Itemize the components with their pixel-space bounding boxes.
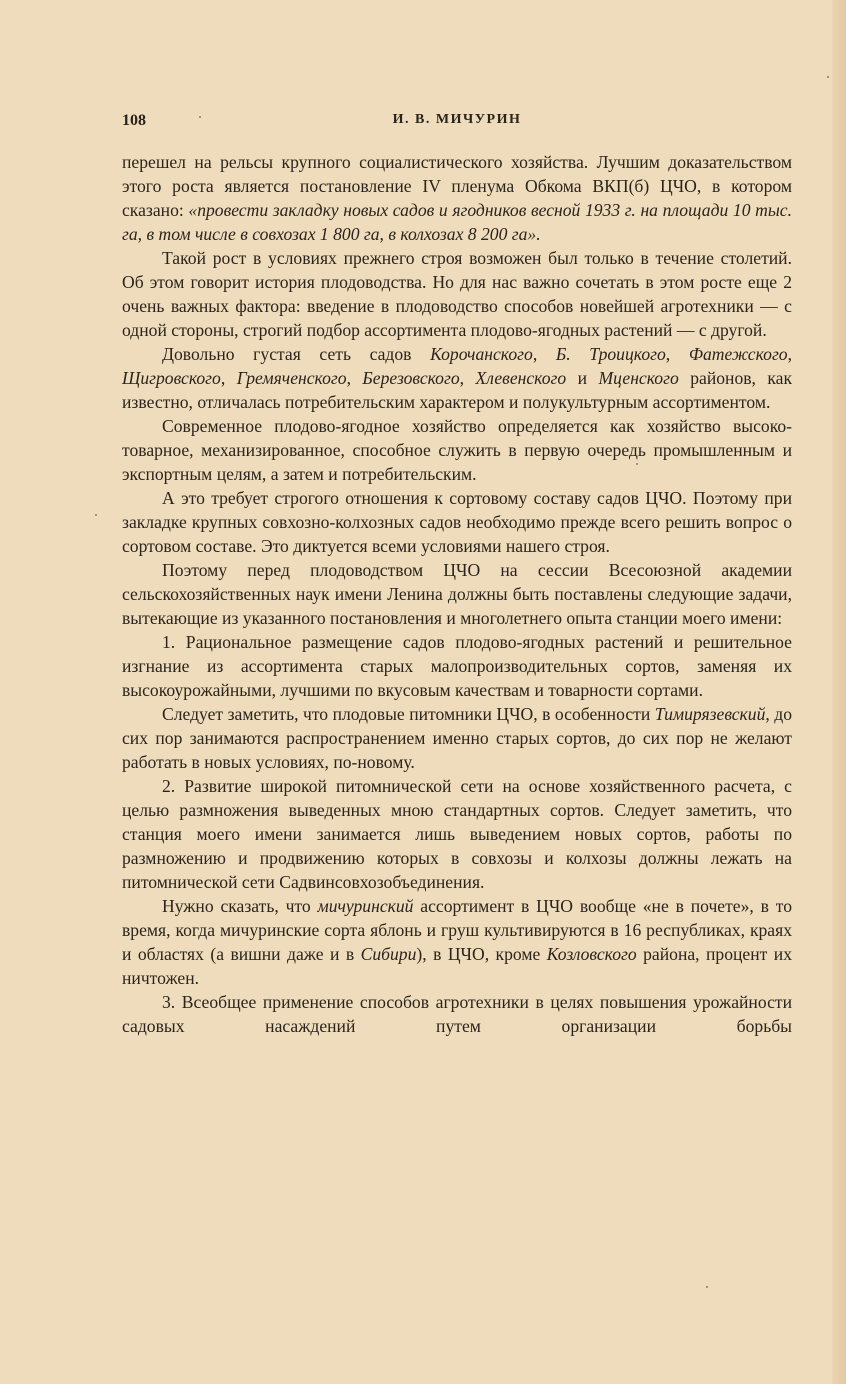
paragraph-8 [122, 702, 792, 774]
nursery-name: Тимирязевский [654, 704, 766, 724]
paragraph-7: 1. Рациональное размещение садов плодово-ягодных растений и решительное изгнание из ассортимента старых малопроизводительных сортов, заменяя их высокоурожайными, лучшими по вкусовым качествам и товарности сортами. [122, 632, 792, 700]
separator: , [346, 368, 363, 388]
paragraph-11: 3. Всеобщее применение способов агротехники в целях повышения урожайности садовых насаждений путем организации борьбы [122, 992, 792, 1036]
district-name: Щигровского [122, 368, 221, 388]
page-number: 108 [122, 112, 146, 129]
paragraph-3-lead: Довольно густая сеть садов [162, 344, 431, 364]
page-header [122, 112, 792, 136]
paragraph-2: Такой рост в условиях прежнего строя возможен был только в течение столетий. Об этом говорит история плодоводства. Но для нас важно сочетать в этом росте еще 2 очень важных фактора: введение в плодоводство способов новейшей агротехники — с одной стороны, строгий подбор ассортимента плодово-ягодных растений — с другой. [122, 248, 792, 340]
paper-speck [827, 76, 829, 78]
paragraph-3 [122, 342, 792, 414]
district-name: Гремяченского [236, 368, 347, 388]
paragraph-1-text: перешел на рельсы крупного социалистического хозяйства. Лучшим доказательством этого роста является постановление IV пленума Обкома ВКП(б) ЦЧО, в котором сказано: [122, 152, 792, 220]
district-name: Березовского [362, 368, 460, 388]
separator: , [787, 344, 793, 364]
page-edge [832, 0, 846, 1384]
paragraph-5: А это требует строгого отношения к сортовому составу садов ЦЧО. Поэтому при закладке крупных совхозно-колхозных садов необходимо прежде всего решить вопрос о сортовом составе. Это диктуется всеми условиями нашего строя. [122, 488, 792, 556]
paragraph-8-text-a: Следует заметить, что плодовые питомники ЦЧО, в особенности [162, 704, 655, 724]
paragraph-10-text-b: ассортимент в ЦЧО вообще «не в почете», в то время, когда мичуринские сорта яблонь и груш культивируются в 16 республиках, краях и областях (а вишни даже и в [122, 896, 793, 964]
paragraph-8-text-b: , до сих пор занимаются распространением именно старых сортов, до сих пор не желают работать в новых условиях, по-новому. [122, 704, 793, 772]
separator: , [665, 344, 689, 364]
district-name: Фатежского [688, 344, 788, 364]
running-title: И. В. МИЧУРИН [392, 112, 522, 127]
italic-term: мичуринский [317, 896, 414, 916]
conjunction: и [566, 368, 599, 388]
paragraph-10 [122, 894, 792, 990]
paragraph-9: 2. Развитие широкой питомнической сети на основе хозяйственного расчета, с целью размножения выведенных мною стандартных сортов. Следует заметить, что станция моего имени занимается лишь выведением новых сортов, работы по размножению и продвижению которых в совхозы и колхозы должны лежать на питомнической сети Садвинсовхозобъединения. [122, 776, 792, 892]
district-name: Мценского [598, 368, 679, 388]
separator: , [220, 368, 237, 388]
separator: , [459, 368, 476, 388]
separator: , [532, 344, 556, 364]
paragraph-4: Современное плодово-ягодное хозяйство определяется как хозяйство высоко-товарное, механизированное, способное служить в первую очередь промышленным и экспортным целям, а затем и потребительским. [122, 416, 792, 484]
italic-term: Козловского [546, 944, 637, 964]
paper-speck [636, 463, 638, 465]
paragraph-10-text-c: ), в ЦЧО, кроме [416, 944, 547, 964]
paragraph-1 [122, 150, 792, 246]
district-name: Корочанского [430, 344, 533, 364]
body-text [122, 150, 792, 1038]
quote-plenum-decision: «провести закладку новых садов и ягодников весной 1933 г. на площади 10 тыс. га, в том числе в совхозах 1 800 га, в колхозах 8 200 га». [122, 200, 792, 244]
district-name: Б. Троицкого [555, 344, 666, 364]
paragraph-10-text-a: Нужно сказать, что [162, 896, 318, 916]
paper-speck [95, 514, 97, 516]
paragraph-10-text-d: района, процент их ничтожен. [122, 944, 793, 988]
paper-speck [199, 116, 201, 118]
paragraph-6: Поэтому перед плодоводством ЦЧО на сессии Всесоюзной академии сельскохозяйственных наук имени Ленина должны быть поставлены следующие задачи, вытекающие из указанного постановления и многолетнего опыта станции моего имени: [122, 560, 792, 628]
paper-speck [706, 1286, 708, 1288]
italic-term: Сибири [360, 944, 417, 964]
district-name: Хлевенского [475, 368, 567, 388]
paragraph-3-tail: районов, как известно, отличалась потребительским характером и полукультурным ассортиментом. [122, 368, 793, 412]
